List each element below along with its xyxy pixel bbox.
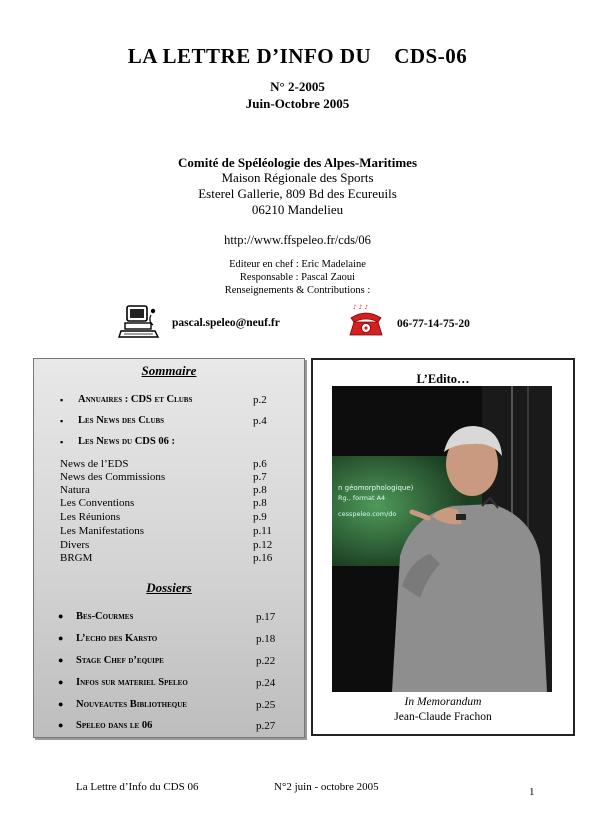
issue-number: N° 2-2005 [270, 79, 325, 94]
footer-issue: N°2 juin - octobre 2005 [274, 781, 379, 793]
responsible-credit: Responsable : Pascal Zaoui [239, 272, 356, 283]
caption-name: Jean-Claude Frachon [394, 711, 492, 723]
slide-text: n géomorphologique) [338, 484, 414, 492]
organization-name: Comité de Spéléologie des Alpes-Maritimes [177, 155, 417, 170]
address-line: 06210 Mandelieu [251, 202, 344, 217]
dossiers-title: Dossiers [146, 580, 192, 595]
contact-email[interactable]: pascal.speleo@neuf.fr [172, 317, 280, 329]
telephone-icon [345, 302, 387, 338]
sommaire-title: Sommaire [141, 363, 197, 378]
editor-credit: Editeur en chef : Eric Madelaine [229, 259, 366, 270]
computer-icon [118, 303, 160, 339]
bullet-icon: ● [58, 720, 64, 730]
address-line: Esterel Gallerie, 809 Bd des Ecureuils [198, 186, 397, 201]
address-line: Maison Régionale des Sports [221, 170, 374, 185]
bullet-icon: ▪ [60, 395, 64, 405]
contact-phone[interactable]: 06-77-14-75-20 [397, 318, 470, 330]
bullet-icon: ● [58, 699, 64, 709]
issue-period: Juin-Octobre 2005 [245, 96, 350, 111]
page-number: 1 [529, 786, 535, 798]
newsletter-title: LA LETTRE D’INFO DU CDS-06 [127, 44, 468, 68]
bullet-icon: ● [58, 677, 64, 687]
svg-text:♪ ♪ ♪: ♪ ♪ ♪ [353, 304, 369, 311]
edito-title: L’Edito… [416, 372, 470, 386]
slide-text: cesspeleo.com/do [338, 510, 397, 518]
slide-text: Rg., format A4 [338, 494, 386, 502]
caption-title: In Memorandum [404, 696, 482, 708]
bullet-icon: ▪ [60, 437, 64, 447]
bullet-icon: ● [58, 633, 64, 643]
bullet-icon: ● [58, 611, 64, 621]
bullet-icon: ● [58, 655, 64, 665]
website-link[interactable]: http://www.ffspeleo.fr/cds/06 [224, 233, 371, 247]
speaker-photo [332, 386, 552, 692]
contributions-label: Renseignements & Contributions : [224, 285, 371, 296]
edito-panel [311, 358, 575, 736]
footer-publication: La Lettre d’Info du CDS 06 [76, 781, 199, 793]
bullet-icon: ▪ [60, 416, 64, 426]
table-of-contents: Sommaire ▪ Annuaires : CDS et Clubs p.2 ▪ Les News des Clubs p.4 ▪ Les News du CDS 06 : News de l’EDS p.6 News des Commissions p.7 Natura p.8 Les Conventions p.8 Les Réunions p.9 Les Manifestations p.11 Divers p.12 BRGM p.16 Dossiers ● Bes-Courmes p.17 ● L’echo des Karsto p.18 ● Stage Chef d’equipe p.22 ● Infos sur materiel Speleo p.24 ● Nouveautes Bibliotheque p.25 ● Speleo dans le 06 p.27 [33, 358, 305, 738]
